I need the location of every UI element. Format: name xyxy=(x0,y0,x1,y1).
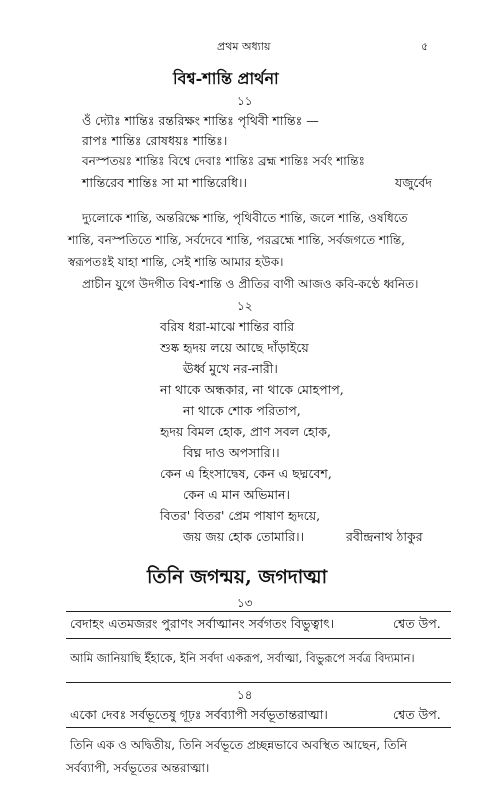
verse-number: ১৪ xyxy=(237,688,253,702)
translation-line: আমি জানিয়াছি ইঁহাকে, ইনি সর্বদা একরূপ, সর্বাত্মা, বিভুরূপে সর্বত্র বিদ্যমান। xyxy=(70,651,415,665)
section-title: তিনি জগন্ময়, জগদাত্মা xyxy=(147,566,328,588)
verse-number: ১১ xyxy=(237,94,253,108)
verse-source: শ্বেত উপ. xyxy=(393,707,441,722)
verse-number: ১২ xyxy=(237,299,253,313)
poem-line: না থাকে অন্ধকার, না থাকে মোহপাপ, xyxy=(160,382,344,397)
translation-line: তিনি এক ও অদ্বিতীয়, তিনি সর্বভূতে প্রচ্ছন্নভাবে অবস্থিত আছেন, তিনি xyxy=(70,738,408,752)
poem-line: বিঘ্ন দাও অপসারি।। xyxy=(183,445,280,460)
verse-source: যজুর্বেদ xyxy=(395,175,432,190)
sanskrit-line: শান্তিরেব শান্তিঃ সা মা শান্তিরেধি।। xyxy=(82,175,247,190)
translation-line: শান্তি, বনস্পতিতে শান্তি, সর্বদেবে শান্তি, পরব্রহ্মে শান্তি, সর্বজগতে শান্তি, xyxy=(68,233,405,247)
translation-line: সর্বব্যাপী, সর্বভূতের অন্তরাত্মা। xyxy=(66,761,210,775)
verse-source: শ্বেত উপ. xyxy=(393,616,441,631)
sanskrit-line: ওঁ দ্যৌঃ শান্তিঃ রন্তরিক্ষং শান্তিঃ পৃথিবী শান্তিঃ — xyxy=(82,113,319,128)
poem-line: না থাকে শোক পরিতাপ, xyxy=(183,403,301,418)
section-title: বিশ্ব-শান্তি প্রার্থনা xyxy=(173,69,279,88)
poem-line: শুষ্ক হৃদয় লয়ে আছে দাঁড়াইয়ে xyxy=(160,340,309,355)
translation-line: দ্যুলোকে শান্তি, অন্তরিক্ষে শান্তি, পৃথিবীতে শান্তি, জলে শান্তি, ওষধিতে xyxy=(82,211,408,225)
poem-line: জয় জয় হোক তোমারি।। xyxy=(183,529,305,544)
sanskrit-line: একো দেবঃ সর্বভূতেষু গূঢ়ঃ সর্বব্যাপী সর্বভূতান্তরাত্মা। xyxy=(70,707,328,722)
sanskrit-line: বনস্পতয়ঃ শান্তিঃ বিশ্বে দেবাঃ শান্তিঃ ব্রহ্ম শান্তিঃ সর্বং শান্তিঃ xyxy=(82,154,365,168)
rule-line xyxy=(66,611,451,612)
rule-line xyxy=(66,727,451,728)
translation-line: প্রাচীন যুগে উদগীত বিশ্ব-শান্তি ও প্রীতির বাণী আজও কবি-কণ্ঠে ধ্বনিত। xyxy=(82,277,419,291)
chapter-header: প্রথম অধ্যায় xyxy=(217,40,271,53)
poem-line: বরিষ ধরা-মাঝে শান্তির বারি xyxy=(160,319,295,334)
page-number: ৫ xyxy=(421,40,429,53)
rule-line xyxy=(66,682,451,683)
rule-line xyxy=(66,638,451,639)
sanskrit-line: রাপঃ শান্তিঃ রোষধয়ঃ শান্তিঃ। xyxy=(82,133,228,148)
poem-line: হৃদয় বিমল হোক, প্রাণ সবল হোক, xyxy=(160,424,331,439)
poem-line: কেন এ হিংসাদ্বেষ, কেন এ ছদ্মবেশ, xyxy=(160,466,332,481)
poet-name: রবীন্দ্রনাথ ঠাকুর xyxy=(346,529,423,544)
verse-number: ১৩ xyxy=(237,596,253,610)
sanskrit-line: বেদাহং এতমজরং পুরাণং সর্বাত্মানং সর্বগতং বিভুত্বাৎ। xyxy=(70,616,335,631)
poem-line: কেন এ মান অভিমান। xyxy=(183,487,290,502)
translation-line: স্বরূপতঃই যাহা শান্তি, সেই শান্তি আমার হউক। xyxy=(68,255,284,269)
poem-line: ঊর্ধ্ব মুখে নর-নারী। xyxy=(183,361,278,376)
poem-line: বিতর' বিতর' প্রেম পাষাণ হৃদয়ে, xyxy=(160,508,321,523)
